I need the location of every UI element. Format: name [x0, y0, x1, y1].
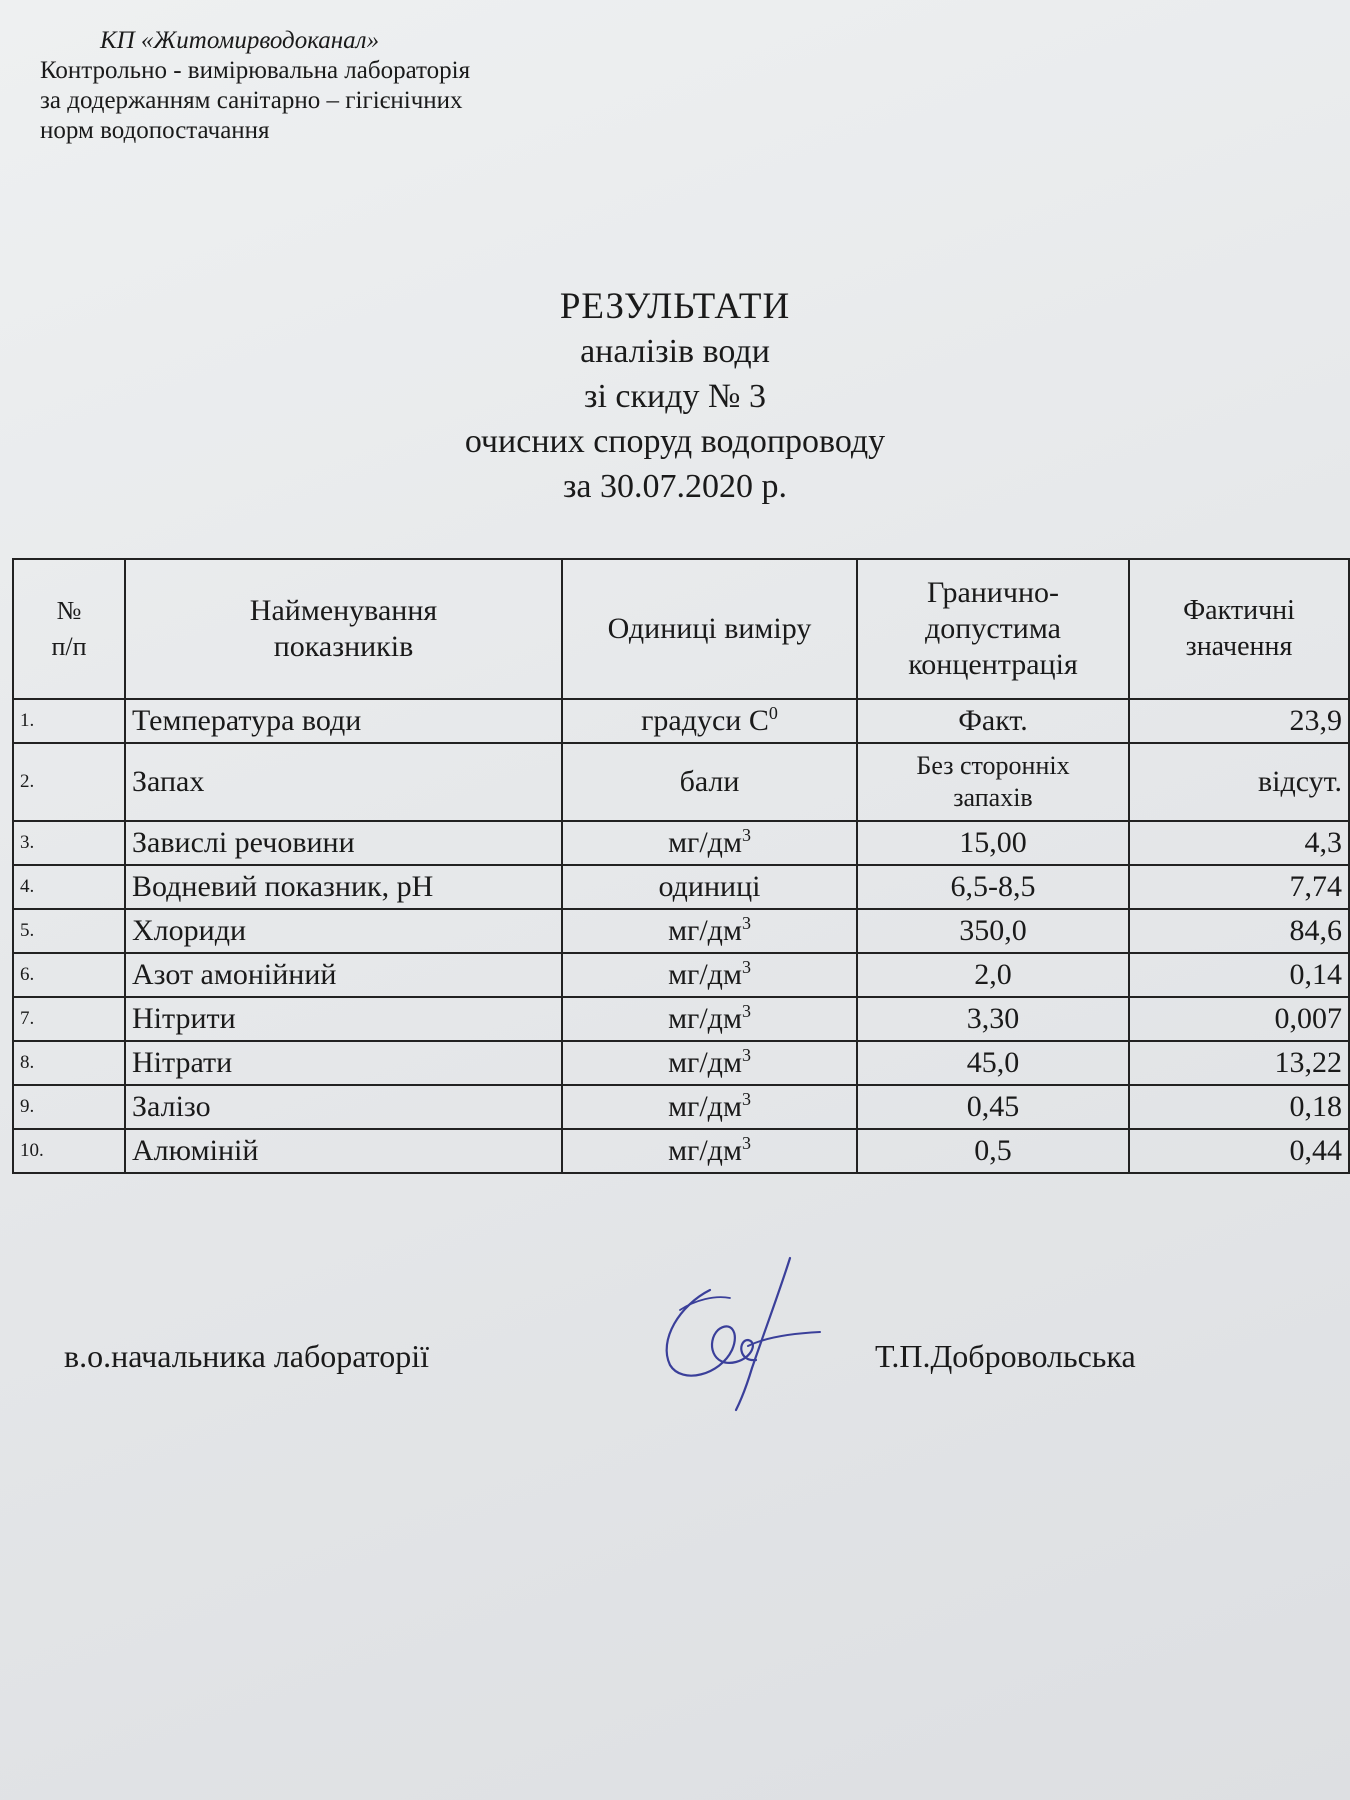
unit-superscript: 3 — [741, 913, 751, 933]
row-number: 10. — [13, 1129, 125, 1173]
unit-cell — [562, 821, 857, 865]
indicator-name: Залізо — [125, 1085, 562, 1129]
table-row — [13, 1085, 1349, 1129]
signature-stroke — [667, 1290, 756, 1376]
actual-value: 23,9 — [1129, 699, 1349, 743]
actual-value: 13,22 — [1129, 1041, 1349, 1085]
actual-value: 0,14 — [1129, 953, 1349, 997]
unit-superscript: 3 — [741, 1045, 751, 1065]
table-row — [13, 997, 1349, 1041]
limit-value: 15,00 — [857, 821, 1129, 865]
unit-cell — [562, 743, 857, 821]
indicator-name: Хлориди — [125, 909, 562, 953]
table-row — [13, 743, 1349, 821]
signatory-name: Т.П.Добровольська — [875, 1338, 1136, 1374]
limit-value: 0,45 — [857, 1085, 1129, 1129]
unit-superscript: 3 — [741, 825, 751, 845]
unit-cell — [562, 1041, 857, 1085]
title-line: зі скиду № 3 — [584, 378, 766, 415]
limit-value: Факт. — [857, 699, 1129, 743]
title-line: аналізів води — [580, 333, 770, 370]
row-number: 3. — [13, 821, 125, 865]
organization-name: КП «Житомирводоканал» — [100, 27, 380, 54]
unit-cell — [562, 909, 857, 953]
indicator-name: Запах — [125, 743, 562, 821]
signature-stroke — [680, 1297, 730, 1310]
unit-cell — [562, 1085, 857, 1129]
title-line: очисних споруд водопроводу — [464, 423, 886, 460]
handwritten-signature — [640, 1250, 850, 1420]
table-row — [13, 1041, 1349, 1085]
unit-text: мг/дм — [668, 1002, 742, 1035]
indicator-name: Нітрати — [125, 1041, 562, 1085]
unit-text: мг/дм — [668, 958, 742, 991]
unit-text: мг/дм — [668, 1090, 742, 1123]
limit-value: 2,0 — [857, 953, 1129, 997]
row-number: 5. — [13, 909, 125, 953]
unit-text: мг/дм — [668, 826, 742, 859]
row-number: 6. — [13, 953, 125, 997]
unit-text: бали — [679, 765, 740, 798]
unit-superscript: 3 — [741, 1133, 751, 1153]
results-table — [12, 558, 1350, 1174]
table-row — [13, 953, 1349, 997]
table-row — [13, 1129, 1349, 1173]
unit-text: одиниці — [658, 870, 761, 903]
signatory-position: в.о.начальника лабораторії — [64, 1338, 429, 1374]
unit-cell — [562, 699, 857, 743]
row-number: 7. — [13, 997, 125, 1041]
actual-value: відсут. — [1129, 743, 1349, 821]
column-header-unit: Одиниці виміру — [562, 559, 857, 699]
row-number: 1. — [13, 699, 125, 743]
unit-superscript: 3 — [741, 1089, 751, 1109]
column-header-number: № п/п — [13, 559, 125, 699]
table-row — [13, 909, 1349, 953]
unit-cell — [562, 865, 857, 909]
unit-text: мг/дм — [668, 1046, 742, 1079]
row-number: 9. — [13, 1085, 125, 1129]
indicator-name: Температура води — [125, 699, 562, 743]
actual-value: 7,74 — [1129, 865, 1349, 909]
limit-value: 0,5 — [857, 1129, 1129, 1173]
column-header-name: Найменування показників — [125, 559, 562, 699]
column-header-actual: Фактичні значення — [1129, 559, 1349, 699]
title-main: РЕЗУЛЬТАТИ — [559, 286, 791, 327]
lab-name-line: норм водопостачання — [40, 117, 270, 144]
lab-name-line: за додержанням санітарно – гігієнічних — [40, 87, 463, 114]
title-line: за 30.07.2020 р. — [562, 468, 788, 505]
indicator-name: Завислі речовини — [125, 821, 562, 865]
row-number: 4. — [13, 865, 125, 909]
limit-value: 3,30 — [857, 997, 1129, 1041]
actual-value: 4,3 — [1129, 821, 1349, 865]
table-row — [13, 699, 1349, 743]
unit-cell — [562, 997, 857, 1041]
organization-header — [40, 26, 640, 146]
limit-value — [857, 743, 1129, 821]
unit-superscript: 3 — [741, 957, 751, 977]
limit-value: 6,5-8,5 — [857, 865, 1129, 909]
limit-value: 45,0 — [857, 1041, 1129, 1085]
table-row — [13, 821, 1349, 865]
limit-line: запахів — [953, 783, 1033, 812]
actual-value: 0,44 — [1129, 1129, 1349, 1173]
indicator-name: Алюміній — [125, 1129, 562, 1173]
indicator-name: Азот амонійний — [125, 953, 562, 997]
signature-stroke — [736, 1258, 790, 1410]
limit-line: Без сторонніх — [916, 751, 1070, 780]
lab-name-line: Контрольно - вимірювальна лабораторія — [40, 57, 471, 84]
indicator-name: Нітрити — [125, 997, 562, 1041]
unit-text: мг/дм — [668, 1134, 742, 1167]
row-number: 2. — [13, 743, 125, 821]
limit-value: 350,0 — [857, 909, 1129, 953]
table-header-row — [13, 559, 1349, 699]
document-title — [375, 284, 975, 509]
column-header-limit: Гранично- допустима концентрація — [857, 559, 1129, 699]
actual-value: 0,007 — [1129, 997, 1349, 1041]
unit-cell — [562, 1129, 857, 1173]
indicator-name: Водневий показник, рН — [125, 865, 562, 909]
unit-text: мг/дм — [668, 914, 742, 947]
table-row — [13, 865, 1349, 909]
actual-value: 84,6 — [1129, 909, 1349, 953]
unit-cell — [562, 953, 857, 997]
unit-superscript: 0 — [768, 703, 778, 723]
signature-stroke — [748, 1332, 820, 1346]
unit-text: градуси С — [641, 704, 769, 737]
unit-superscript: 3 — [741, 1001, 751, 1021]
row-number: 8. — [13, 1041, 125, 1085]
actual-value: 0,18 — [1129, 1085, 1349, 1129]
